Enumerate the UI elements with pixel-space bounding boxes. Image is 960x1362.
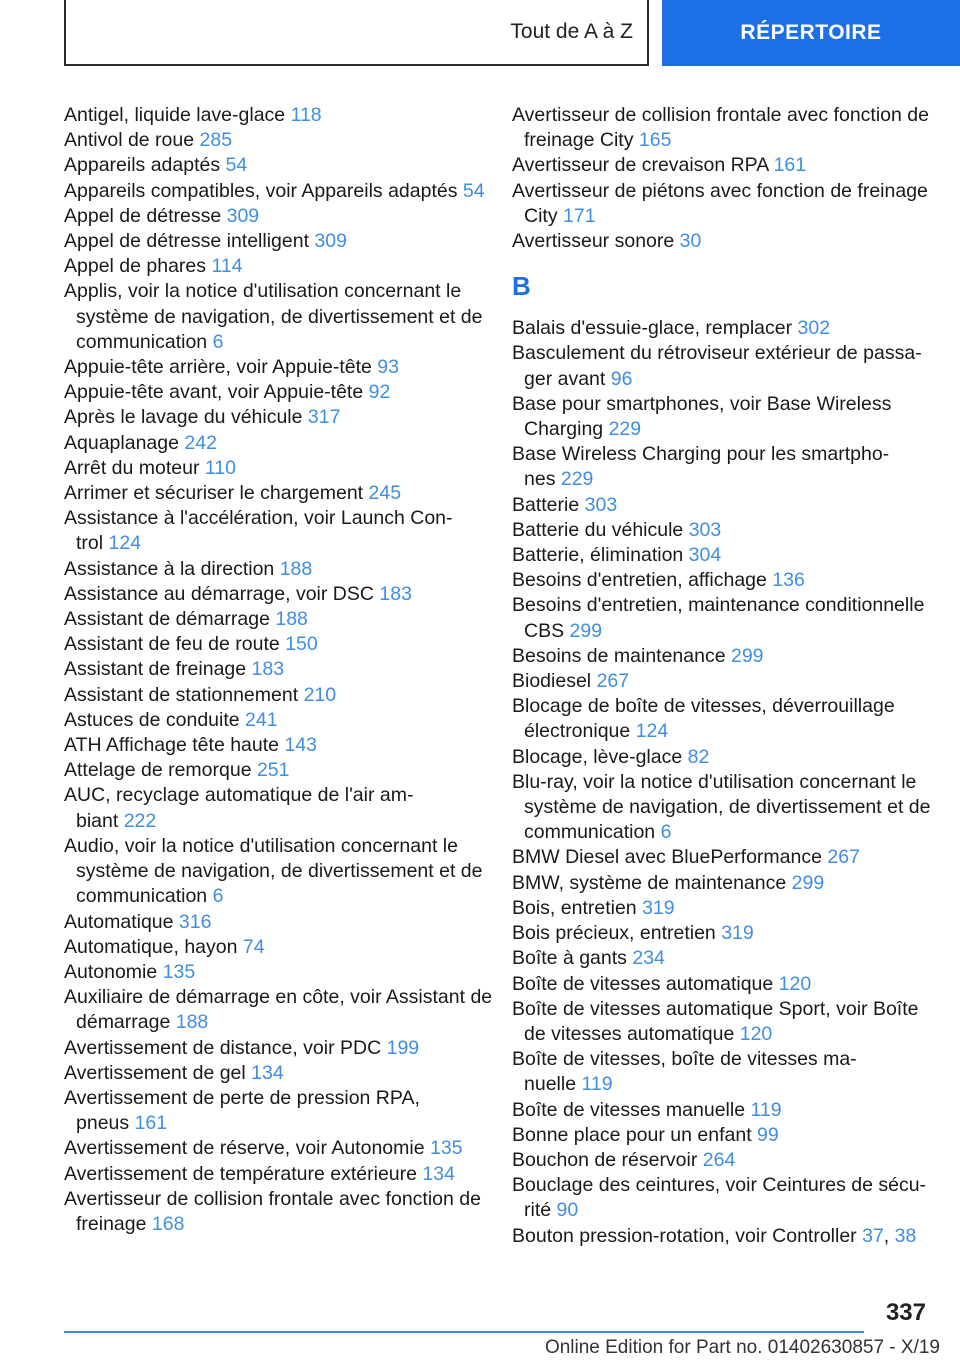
index-entry: [64, 254, 484, 279]
entry-text: Blocage, lève-glace: [512, 745, 688, 768]
entry-text: Biodiesel: [512, 670, 597, 693]
entry-text: Antivol de roue: [64, 129, 200, 152]
index-entry: [64, 179, 484, 204]
page-link[interactable]: 183: [251, 658, 285, 681]
index-entry: [512, 896, 932, 921]
page-link[interactable]: 134: [422, 1162, 455, 1185]
page-link[interactable]: 210: [303, 683, 337, 706]
page-link[interactable]: 90: [556, 1199, 579, 1222]
page-link[interactable]: 303: [584, 493, 618, 516]
footer-text: Online Edition for Part no. 01402630857 - X/19: [544, 1337, 940, 1358]
index-entry: [64, 632, 484, 657]
directory-tab-label: RÉPERTOIRE: [740, 21, 882, 44]
index-entry: [64, 733, 484, 758]
index-group-b: [512, 316, 932, 1249]
page-link[interactable]: 285: [199, 129, 233, 152]
entry-text: Batterie, élimination: [512, 544, 689, 567]
page-link[interactable]: 168: [151, 1212, 185, 1235]
entry-text: de vitesses automatique: [524, 1022, 740, 1045]
index-entry: [512, 972, 932, 997]
index-entry: [64, 834, 484, 910]
footer-divider: [64, 1331, 864, 1333]
entry-text: Assistant de stationnement: [64, 683, 304, 706]
entry-text: Base pour smartphones, voir Base Wireless: [512, 392, 892, 415]
entry-text: nes: [524, 468, 561, 491]
entry-text: Avertissement de perte de pression RPA,: [64, 1086, 420, 1109]
index-entry: [64, 935, 484, 960]
index-entry: [64, 1162, 484, 1187]
index-entry: [512, 1123, 932, 1148]
index-entry: [512, 845, 932, 870]
entry-text: CBS: [524, 619, 570, 642]
page-link[interactable]: 302: [797, 317, 831, 340]
entry-text: Besoins de maintenance: [512, 644, 731, 667]
index-entry: [64, 758, 484, 783]
page-link[interactable]: 114: [211, 255, 243, 278]
index-entry: [512, 103, 932, 153]
page-link[interactable]: 264: [702, 1148, 736, 1171]
index-entry: [64, 1061, 484, 1086]
page-link[interactable]: 229: [608, 418, 642, 441]
entry-text: Basculement du rétroviseur extérieur de passa-: [512, 342, 922, 365]
page-link[interactable]: 96: [610, 367, 633, 390]
page-link[interactable]: 134: [251, 1061, 284, 1084]
entry-text: Avertisseur de collision frontale avec fonction de: [64, 1187, 481, 1210]
entry-text: ATH Affichage tête haute: [64, 734, 285, 757]
index-entry: [512, 316, 932, 341]
entry-text: Après le lavage du véhicule: [64, 406, 308, 429]
index-entry: [64, 229, 484, 254]
page-link[interactable]: 120: [739, 1022, 773, 1045]
page-link[interactable]: 299: [569, 619, 603, 642]
entry-text: Boîte de vitesses, boîte de vitesses ma-: [512, 1048, 857, 1071]
page-separator: ,: [883, 1224, 895, 1247]
index-entry: [64, 128, 484, 153]
page-link[interactable]: 6: [212, 885, 224, 908]
page-link[interactable]: 99: [757, 1123, 779, 1146]
page-link[interactable]: 82: [687, 745, 710, 768]
index-entry: [64, 1036, 484, 1061]
entry-text: Assistant de démarrage: [64, 608, 276, 631]
index-entry: [64, 683, 484, 708]
index-entry: [64, 204, 484, 229]
entry-text: freinage City: [524, 129, 639, 152]
entry-text: Batterie: [512, 493, 585, 516]
index-entry: [512, 493, 932, 518]
entry-text: trol: [76, 532, 109, 555]
entry-text: Avertissement de réserve, voir Autonomie: [64, 1137, 430, 1160]
entry-text: Base Wireless Charging pour les smartpho-: [512, 443, 890, 466]
directory-tab[interactable]: [662, 0, 960, 66]
entry-text: Arrêt du moteur: [64, 456, 205, 479]
entry-text: système de navigation, de divertissement et de: [524, 796, 931, 819]
index-entry: [512, 644, 932, 669]
page-link[interactable]: 251: [256, 759, 290, 782]
entry-text: Appel de phares: [64, 255, 212, 278]
page-link[interactable]: 267: [596, 670, 630, 693]
page-link[interactable]: 299: [730, 644, 764, 667]
index-entry: [512, 442, 932, 492]
page-link[interactable]: 54: [225, 154, 248, 177]
page-link[interactable]: 309: [226, 204, 260, 227]
index-entry: [64, 405, 484, 430]
index-entry: [64, 1136, 484, 1161]
page-link[interactable]: 165: [638, 129, 672, 152]
entry-text: Autonomie: [64, 960, 163, 983]
page-link[interactable]: 136: [772, 569, 805, 592]
index-entry: [512, 694, 932, 744]
index-entry: [512, 871, 932, 896]
entry-text: communication: [76, 330, 213, 353]
entry-text: ger avant: [524, 367, 611, 390]
page-link[interactable]: 319: [721, 922, 754, 945]
entry-text: Astuces de conduite: [64, 708, 246, 731]
page-link[interactable]: 316: [178, 910, 212, 933]
index-entry: [512, 1098, 932, 1123]
page-link[interactable]: 150: [285, 633, 318, 656]
entry-text: Assistance à la direction: [64, 557, 280, 580]
entry-text: biant: [76, 809, 124, 832]
index-entry: [64, 481, 484, 506]
page-link[interactable]: 188: [175, 1011, 209, 1034]
entry-text: Bouchon de réservoir: [512, 1148, 703, 1171]
index-entry: [512, 593, 932, 643]
entry-text: BMW Diesel avec BluePerformance: [512, 846, 828, 869]
index-entry: [512, 341, 932, 391]
entry-text: Aquaplanage: [64, 431, 185, 454]
entry-text: Boîte à gants: [512, 947, 633, 970]
entry-text: Avertisseur sonore: [512, 230, 680, 253]
entry-text: Assistance à l'accélération, voir Launch Con-: [64, 507, 453, 530]
index-column-right: [512, 103, 932, 1249]
entry-text: Balais d'essuie-glace, remplacer: [512, 317, 798, 340]
entry-text: Antigel, liquide lave-glace: [64, 104, 291, 126]
index-entry: [512, 518, 932, 543]
index-entry: [64, 506, 484, 556]
entry-text: Avertisseur de crevaison RPA: [512, 154, 774, 177]
page-link[interactable]: 188: [279, 557, 313, 580]
entry-text: Appuie-tête avant, voir Appuie-tête: [64, 381, 369, 404]
page-link[interactable]: 161: [773, 154, 807, 177]
index-entry: [512, 745, 932, 770]
entry-text: démarrage: [76, 1011, 176, 1034]
page-link[interactable]: 92: [368, 381, 391, 404]
entry-text: Bouclage des ceintures, voir Ceintures de sécu-: [512, 1174, 927, 1197]
index-entry: [64, 103, 484, 128]
entry-text: électronique: [524, 720, 636, 743]
index-entry: [512, 1173, 932, 1223]
page-link[interactable]: 30: [679, 230, 702, 253]
entry-text: Boîte de vitesses manuelle: [512, 1098, 751, 1121]
section-tab[interactable]: [64, 0, 649, 66]
section-tab-label: Tout de A à Z: [510, 20, 633, 43]
entry-text: Avertissement de gel: [64, 1061, 252, 1084]
entry-text: Attelage de remorque: [64, 759, 257, 782]
index-entry: [64, 607, 484, 632]
page-link[interactable]: 241: [245, 708, 278, 731]
page-link[interactable]: 183: [379, 582, 412, 605]
entry-text: Appareils adaptés: [64, 154, 226, 177]
page-link[interactable]: 54: [462, 179, 485, 202]
entry-text: Avertissement de température extérieure: [64, 1162, 423, 1185]
index-entry: [512, 770, 932, 846]
entry-text: AUC, recyclage automatique de l'air am-: [64, 784, 414, 807]
page-link[interactable]: 37: [862, 1224, 884, 1247]
index-entry: [64, 557, 484, 582]
page-link[interactable]: 124: [635, 720, 669, 743]
index-entry: [64, 1086, 484, 1136]
page-link[interactable]: 124: [108, 532, 142, 555]
page-link[interactable]: 119: [750, 1098, 782, 1121]
index-entry: [512, 543, 932, 568]
page-link[interactable]: 303: [688, 518, 722, 541]
entry-text: Applis, voir la notice d'utilisation concernant le: [64, 280, 462, 303]
page-number: 337: [885, 1299, 926, 1326]
index-entry: [64, 960, 484, 985]
page-link[interactable]: 242: [184, 431, 217, 454]
index-entry: [512, 921, 932, 946]
page-link[interactable]: 299: [791, 871, 825, 894]
index-group-a: [512, 103, 932, 254]
page-link[interactable]: 135: [429, 1137, 463, 1160]
section-letter: B: [512, 271, 531, 302]
index-entry: [64, 910, 484, 935]
page-link[interactable]: 119: [581, 1073, 613, 1096]
entry-text: communication: [76, 885, 213, 908]
index-entry: [64, 153, 484, 178]
page-link[interactable]: 245: [368, 482, 402, 505]
index-entry: [64, 582, 484, 607]
index-entry: [512, 1047, 932, 1097]
index-entry: [64, 380, 484, 405]
page-header: [0, 0, 960, 66]
index-entry: [64, 783, 484, 833]
page-link[interactable]: 304: [688, 544, 722, 567]
entry-text: BMW, système de maintenance: [512, 871, 792, 894]
index-entry: [512, 229, 932, 254]
entry-text: Avertisseur de collision frontale avec fonction de: [512, 104, 929, 126]
entry-text: rité: [524, 1199, 557, 1222]
entry-text: Assistance au démarrage, voir DSC: [64, 582, 380, 605]
entry-text: Assistant de feu de route: [64, 633, 286, 656]
index-entry: [512, 946, 932, 971]
entry-text: Appareils compatibles, voir Appareils adaptés: [64, 179, 463, 202]
entry-text: Besoins d'entretien, affichage: [512, 569, 773, 592]
index-entry: [512, 392, 932, 442]
page-link[interactable]: 161: [134, 1112, 168, 1135]
index-entry: [512, 1148, 932, 1173]
page-link[interactable]: 118: [290, 104, 322, 126]
entry-text: Assistant de freinage: [64, 658, 252, 681]
page-link[interactable]: 143: [284, 734, 317, 757]
page-link[interactable]: 229: [560, 468, 594, 491]
entry-text: Boîte de vitesses automatique: [512, 972, 779, 995]
entry-text: Boîte de vitesses automatique Sport, voir Boîte: [512, 997, 919, 1020]
page-link[interactable]: 267: [827, 846, 860, 869]
index-entry: [512, 153, 932, 178]
entry-text: Avertisseur de piétons avec fonction de freinage: [512, 179, 928, 202]
page-link[interactable]: 222: [123, 809, 157, 832]
index-entry: [64, 1187, 484, 1237]
entry-text: Automatique: [64, 910, 179, 933]
page-link[interactable]: 188: [275, 608, 308, 631]
page-link[interactable]: 135: [162, 960, 196, 983]
page-link[interactable]: 110: [204, 456, 236, 479]
entry-text: nuelle: [524, 1073, 582, 1096]
index-entry: [64, 279, 484, 355]
index-entry: [64, 985, 493, 1035]
index-entry: [512, 179, 932, 229]
index-entry: [64, 708, 484, 733]
entry-text: Bonne place pour un enfant: [512, 1123, 758, 1146]
page-link[interactable]: 171: [563, 204, 596, 227]
page-link[interactable]: 199: [386, 1036, 420, 1059]
entry-text: Arrimer et sécuriser le chargement: [64, 482, 369, 505]
entry-text: Automatique, hayon: [64, 935, 243, 958]
page-link[interactable]: 6: [660, 821, 672, 844]
index-entry: [64, 657, 484, 682]
entry-text: système de navigation, de divertissement et de: [76, 305, 483, 328]
page-link[interactable]: 317: [307, 406, 341, 429]
entry-text: Audio, voir la notice d'utilisation concernant le: [64, 834, 458, 857]
page-link[interactable]: 93: [377, 356, 399, 379]
entry-text: Bouton pression-rotation, voir Controller: [512, 1224, 863, 1247]
entry-text: Besoins d'entretien, maintenance conditionnelle: [512, 594, 925, 617]
entry-text: Appuie-tête arrière, voir Appuie-tête: [64, 356, 378, 379]
entry-text: Bois, entretien: [512, 896, 643, 919]
entry-text: Appel de détresse: [64, 204, 227, 227]
entry-text: freinage: [76, 1212, 152, 1235]
page-link[interactable]: 234: [632, 947, 665, 970]
entry-text: système de navigation, de divertissement et de: [76, 860, 483, 883]
entry-text: Blu-ray, voir la notice d'utilisation concernant le: [512, 770, 917, 793]
entry-text: Batterie du véhicule: [512, 518, 689, 541]
entry-text: Bois précieux, entretien: [512, 922, 722, 945]
page-link[interactable]: 74: [242, 935, 265, 958]
page-link[interactable]: 38: [894, 1224, 917, 1247]
index-entry: [512, 1224, 932, 1249]
index-entry: [64, 456, 484, 481]
entry-text: communication: [524, 821, 661, 844]
entry-text: City: [524, 204, 563, 227]
index-column-left: [64, 103, 493, 1237]
page-link[interactable]: 309: [314, 230, 347, 253]
page-link[interactable]: 6: [212, 330, 224, 353]
index-entry: [512, 568, 932, 593]
entry-text: Blocage de boîte de vitesses, déverrouillage: [512, 695, 895, 718]
page-link[interactable]: 319: [642, 896, 675, 919]
index-entry: [512, 997, 932, 1047]
index-entry: [64, 355, 484, 380]
entry-text: pneus: [76, 1112, 135, 1135]
index-entry: [64, 431, 484, 456]
entry-text: Charging: [524, 418, 609, 441]
index-entry: [512, 669, 932, 694]
page-link[interactable]: 120: [778, 972, 812, 995]
entry-text: Appel de détresse intelligent: [64, 230, 315, 253]
entry-text: Auxiliaire de démarrage en côte, voir Assistant de: [64, 986, 493, 1009]
entry-text: Avertissement de distance, voir PDC: [64, 1036, 387, 1059]
